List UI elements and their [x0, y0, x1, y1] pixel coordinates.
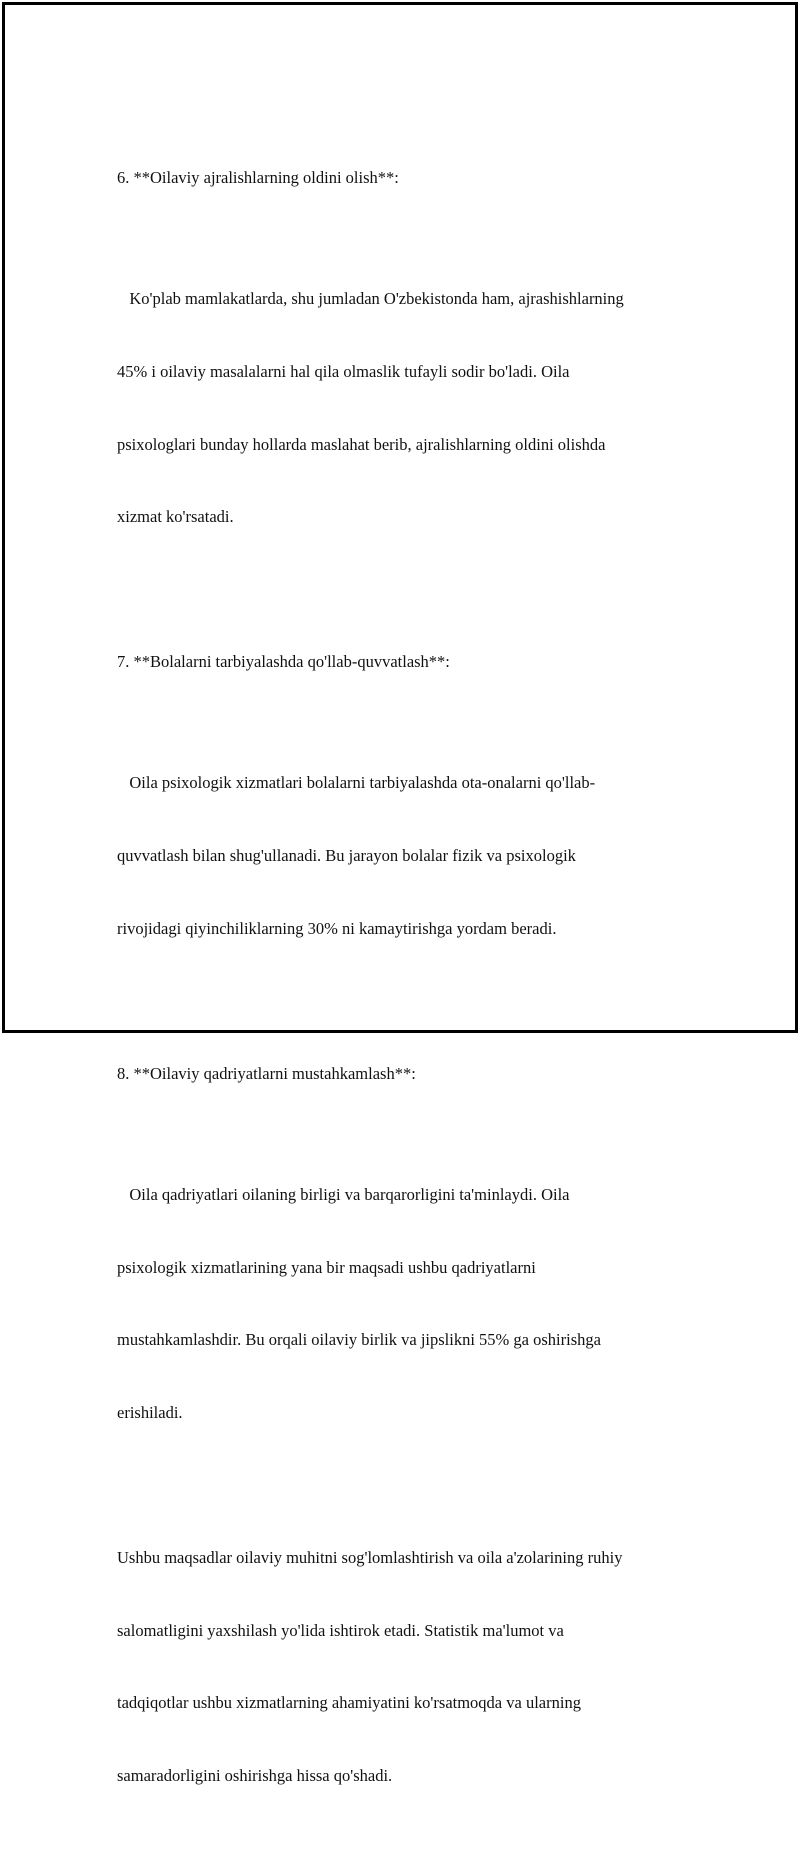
section-paragraph: [117, 723, 687, 989]
heading-line: 7. **Bolalarni tarbiyalashda qo'llab-quvvatlash**:: [117, 652, 450, 672]
conclusion: [117, 1498, 687, 1837]
section-paragraph: [117, 1135, 687, 1474]
paragraph-line: rivojidagi qiyinchiliklarning 30% ni kamaytirishga yordam beradi.: [117, 918, 557, 938]
paragraph-line: Ushbu maqsadlar oilaviy muhitni sog'lomlashtirish va oila a'zolarining ruhiy: [117, 1547, 623, 1567]
section-6: [117, 118, 687, 578]
paragraph-line: psixologik xizmatlarining yana bir maqsadi ushbu qadriyatlarni: [117, 1257, 536, 1277]
paragraph-line: mustahkamlashdir. Bu orqali oilaviy birlik va jipslikni 55% ga oshirishga: [117, 1330, 601, 1350]
paragraph-line: tadqiqotlar ushbu xizmatlarning ahamiyatini ko'rsatmoqda va ularning: [117, 1693, 581, 1713]
heading-line: 6. **Oilaviy ajralishlarning oldini olish**:: [117, 168, 399, 188]
paragraph-line: psixologlari bunday hollarda maslahat berib, ajralishlarning oldini olishda: [117, 434, 606, 454]
paragraph-line: samaradorligini oshirishga hissa qo'shadi.: [117, 1765, 393, 1785]
paragraph-line: quvvatlash bilan shug'ullanadi. Bu jarayon bolalar fizik va psixologik: [117, 846, 576, 866]
conclusion-paragraph: [117, 1498, 687, 1837]
heading-line: 8. **Oilaviy qadriyatlarni mustahkamlash**:: [117, 1063, 416, 1083]
paragraph-line: 45% i oilaviy masalalarni hal qila olmaslik tufayli sodir bo'ladi. Oila: [117, 362, 570, 382]
section-paragraph: [117, 239, 687, 578]
paragraph-line: salomatligini yaxshilash yo'lida ishtirok etadi. Statistik ma'lumot va: [117, 1620, 564, 1640]
paragraph-line: xizmat ko'rsatadi.: [117, 507, 234, 527]
paragraph-line: erishiladi.: [117, 1402, 183, 1422]
section-heading: [117, 1013, 687, 1134]
section-7: [117, 602, 687, 989]
section-heading: [117, 118, 687, 239]
paragraph-line: Oila qadriyatlari oilaning birligi va barqarorligini ta'minlaydi. Oila: [117, 1184, 570, 1204]
paragraph-line: Ko'plab mamlakatlarda, shu jumladan O'zbekistonda ham, ajrashishlarning: [117, 289, 624, 309]
section-8: [117, 1013, 687, 1473]
section-heading: [117, 602, 687, 723]
document-body: [117, 118, 687, 1861]
paragraph-line: Oila psixologik xizmatlari bolalarni tarbiyalashda ota-onalarni qo'llab-: [117, 773, 596, 793]
